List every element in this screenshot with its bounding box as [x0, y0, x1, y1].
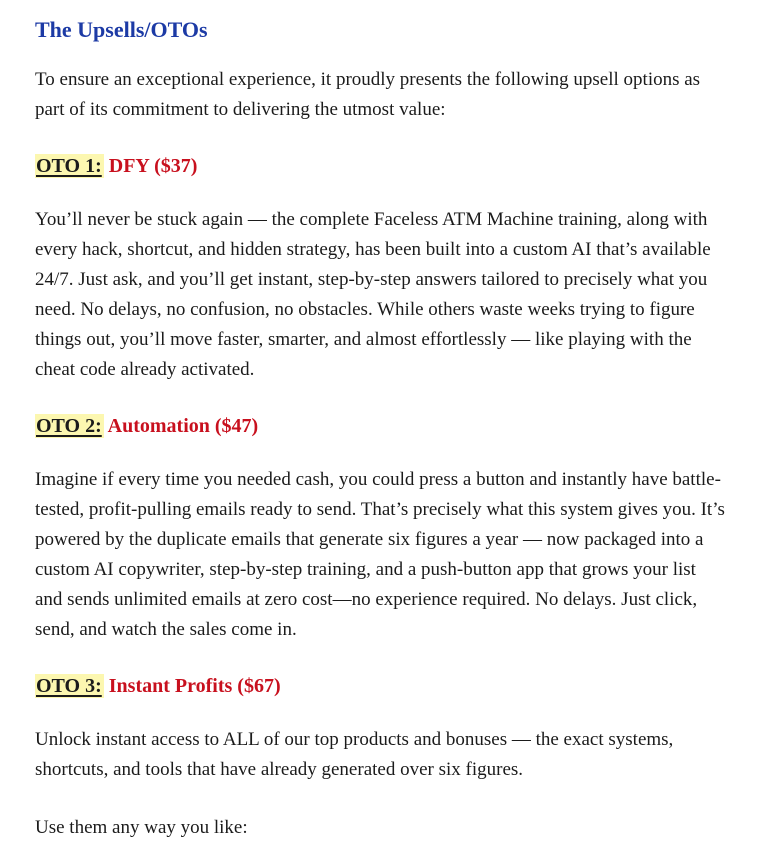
- oto-2-label-highlight: OTO 2:: [36, 415, 102, 438]
- oto-1-description: You’ll never be stuck again — the complete Faceless ATM Machine training, along with every hack, shortcut, and hidden strategy, has been built into a custom AI that’s available 24/7. Just ask, and you’ll get instant, step-by-step answers tailored to precisely what you need. No delays, no confusion, no obstacles. While others waste weeks trying to figure things out, you’ll move faster, smarter, and almost effortlessly — like playing with the cheat code already activated.: [35, 209, 711, 381]
- oto-1-heading: [35, 153, 727, 179]
- oto-section-1: [35, 153, 727, 385]
- outro-paragraph: Use them any way you like:: [35, 817, 248, 839]
- oto-1-label-highlight: OTO 1:: [36, 155, 102, 178]
- oto-section-3: [35, 673, 727, 785]
- oto-2-description: Imagine if every time you needed cash, you could press a button and instantly have battle-tested, profit-pulling emails ready to send. That’s precisely what this system gives you. It’s powered by the duplicate emails that generate six figures a year — now packaged into a custom AI copywriter, step-by-step training, and a push-button app that grows your list and sends unlimited emails at zero cost—no experience required. No delays. Just click, send, and watch the sales come in.: [35, 469, 725, 641]
- intro-paragraph: To ensure an exceptional experience, it proudly presents the following upsell options as part of its commitment to delivering the utmost value:: [35, 69, 701, 121]
- oto-1-title-price: DFY ($37): [108, 155, 198, 178]
- oto-section-2: [35, 413, 727, 645]
- oto-3-title-price: Instant Profits ($67): [108, 675, 281, 698]
- oto-2-heading: [35, 413, 727, 439]
- oto-3-heading: [35, 673, 727, 699]
- oto-2-title-price: Automation ($47): [107, 415, 259, 438]
- page-title: The Upsells/OTOs: [35, 17, 208, 42]
- oto-3-label-highlight: OTO 3:: [36, 675, 102, 698]
- oto-3-description: Unlock instant access to ALL of our top products and bonuses — the exact systems, shortcuts, and tools that have already generated over six figures.: [35, 729, 674, 781]
